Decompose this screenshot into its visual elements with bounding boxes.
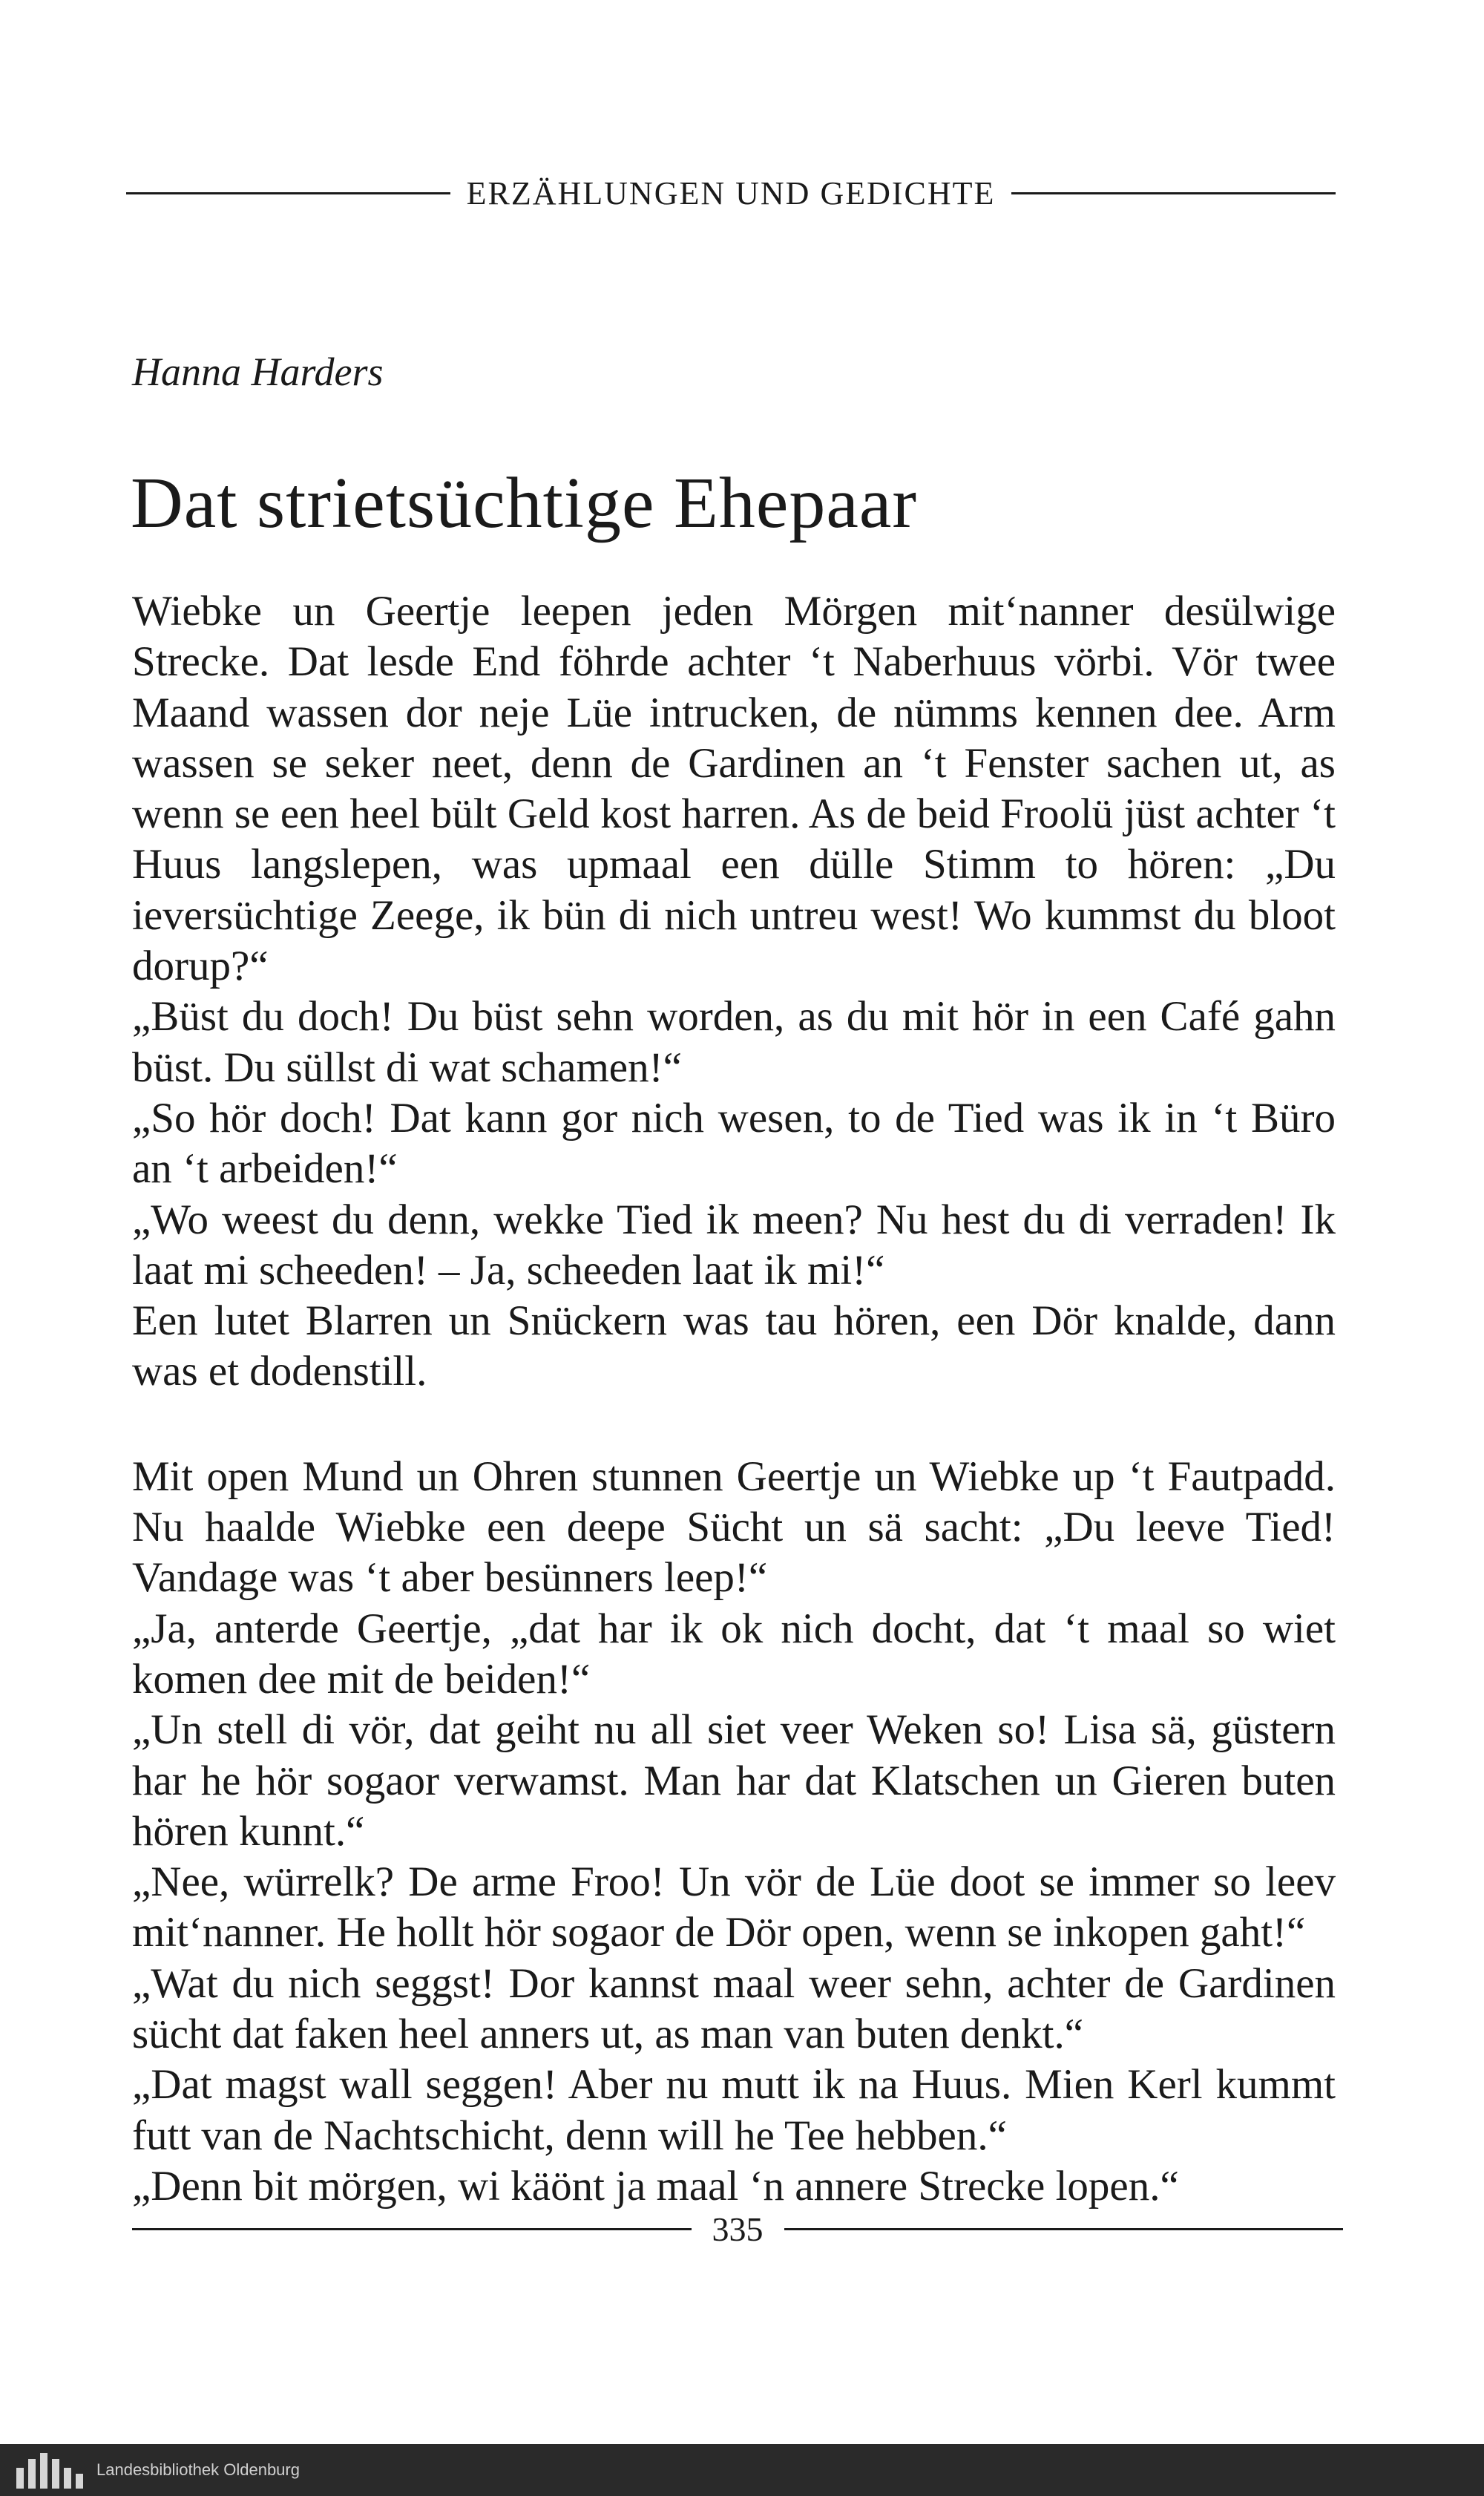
paragraph: Een lutet Blarren un Snückern was tau hören, een Dör knalde, dann was et dodenstill.: [132, 1297, 1336, 1395]
running-header: [126, 171, 1336, 215]
header-rule-right: [1011, 192, 1336, 194]
paragraph: „Un stell di vör, dat geiht nu all siet veer Weken so! Lisa sä, güstern har he hör sogaor verwamst. Man har dat Klatschen un Gieren buten hören kunnt.“: [132, 1706, 1336, 1855]
library-bar: [0, 2444, 1484, 2496]
library-building-icon: [16, 2451, 88, 2489]
paragraph: „Nee, würrelk? De arme Froo! Un vör de Lüe doot se immer so leev mit‘nanner. He hollt hör sogaor de Dör open, wenn se inkopen gaht!“: [132, 1858, 1336, 1956]
running-header-title: ERZÄHLUNGEN UND GEDICHTE: [466, 174, 996, 212]
footer-rule-right: [784, 2228, 1344, 2230]
story-body: [132, 586, 1336, 2212]
paragraph: „Büst du doch! Du büst sehn worden, as du mit hör in een Café gahn büst. Du süllst di wat schamen!“: [132, 993, 1336, 1091]
paragraph: „Wo weest du denn, wekke Tied ik meen? Nu hest du di verraden! Ik laat mi scheeden! – Ja, scheeden laat ik mi!“: [132, 1196, 1336, 1294]
page-footer: [132, 2203, 1343, 2255]
paragraph: Wiebke un Geertje leepen jeden Mörgen mit‘nanner desülwige Strecke. Dat lesde End föhrde achter ‘t Naberhuus vörbi. Vör twee Maand wassen dor neje Lüe intrucken, de nümms kennen dee. Arm wassen se seker neet, denn de Gardinen an ‘t Fenster sachen ut, as wenn se een heel bült Geld kost harren. As de beid Froolü jüst achter ‘t Huus langslepen, was upmaal een dülle Stimm to hören: „Du ieversüchtige Zeege, ik bün di nich untreu west! Wo kummst du bloot dorup?“: [132, 588, 1336, 990]
header-rule-left: [126, 192, 450, 194]
paragraph: „Denn bit mörgen, wi käönt ja maal ‘n annere Strecke lopen.“: [132, 2162, 1179, 2210]
paragraph: „Dat magst wall seggen! Aber nu mutt ik na Huus. Mien Kerl kummt futt van de Nachtschicht, denn will he Tee hebben.“: [132, 2061, 1336, 2159]
story-title: Dat strietsüchtige Ehepaar: [131, 463, 918, 543]
library-label: Landesbibliothek Oldenburg: [96, 2460, 300, 2479]
paragraph: „Wat du nich seggst! Dor kannst maal weer sehn, achter de Gardinen sücht dat faken heel anners ut, as man van buten denkt.“: [132, 1959, 1336, 2058]
footer-rule-left: [132, 2228, 692, 2230]
paragraph: „So hör doch! Dat kann gor nich wesen, to de Tied was ik in ‘t Büro an ‘t arbeiden!“: [132, 1094, 1336, 1193]
section-gap: [132, 1398, 1336, 1452]
page-number: 335: [712, 2210, 764, 2248]
paragraph: „Ja, anterde Geertje, „dat har ik ok nich docht, dat ‘t maal so wiet komen dee mit de beiden!“: [132, 1605, 1336, 1703]
paragraph: Mit open Mund un Ohren stunnen Geertje un Wiebke up ‘t Fautpadd. Nu haalde Wiebke een deepe Sücht un sä sacht: „Du leeve Tied! Vandage was ‘t aber besünners leep!“: [132, 1452, 1336, 1602]
author-name: Hanna Harders: [132, 350, 384, 394]
